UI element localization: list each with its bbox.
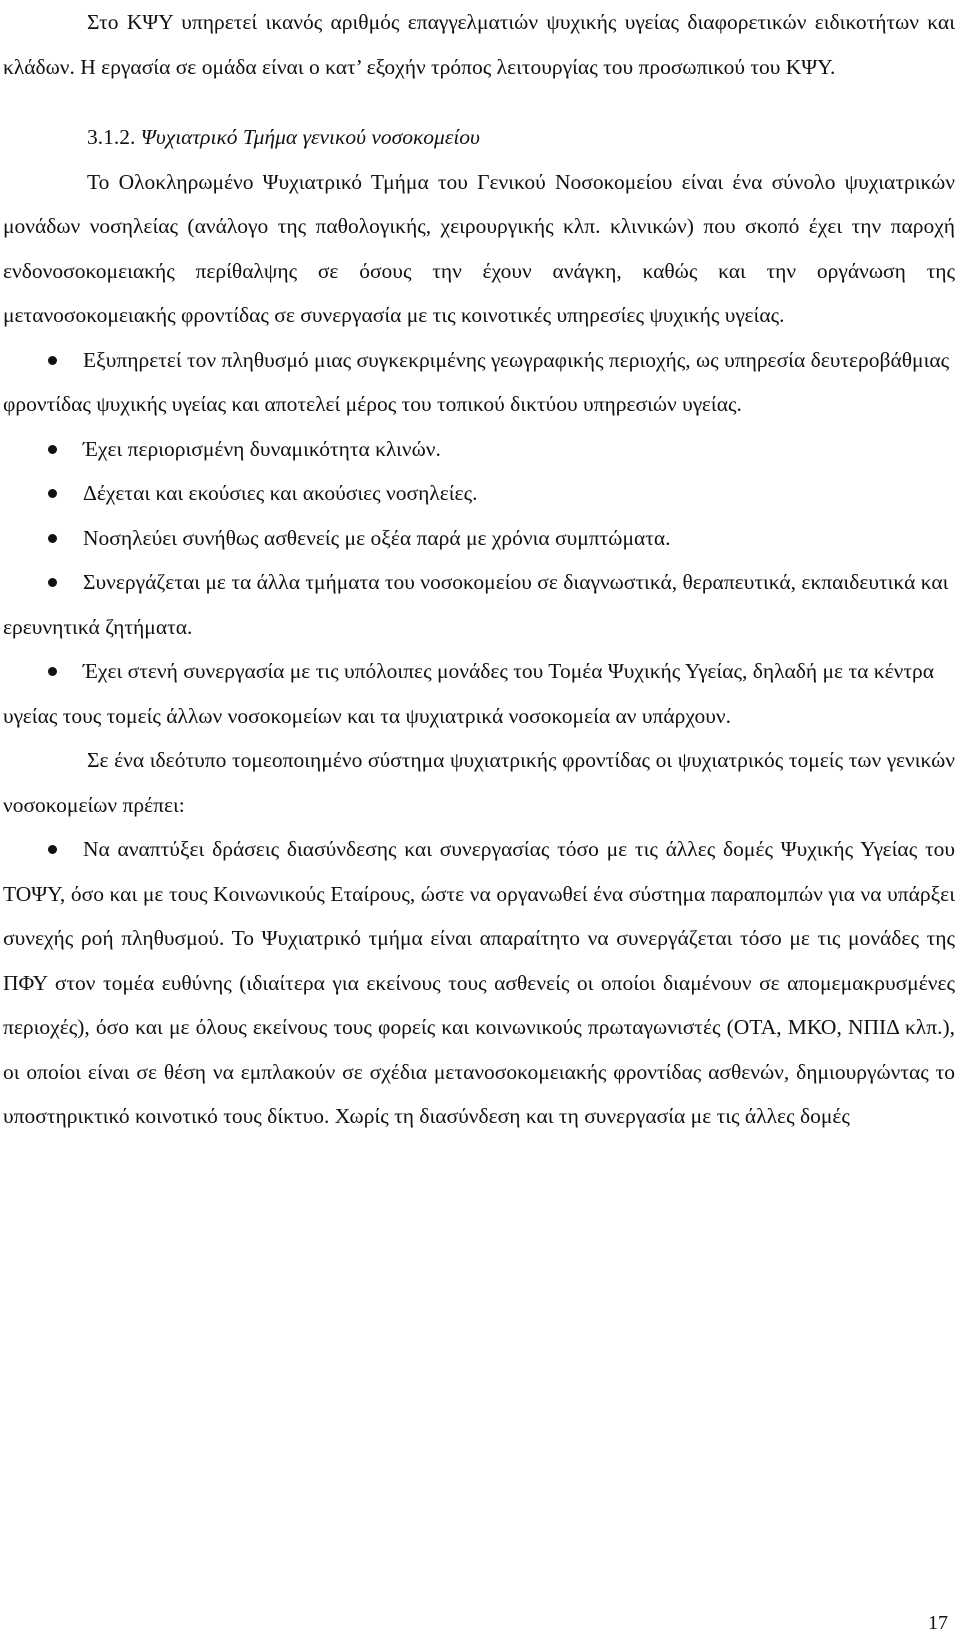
bullet-text: Νοσηλεύει συνήθως ασθενείς με οξέα παρά με χρόνια συμπτώματα. — [83, 525, 671, 550]
page-number: 17 — [928, 1612, 948, 1634]
section-number: 3.1.2. — [87, 125, 136, 149]
page-content — [3, 0, 955, 1139]
bullet-icon — [48, 534, 57, 543]
bullet-item — [3, 649, 955, 738]
bullet-item — [3, 560, 955, 649]
bullet-text: Εξυπηρετεί τον πληθυσμό μιας συγκεκριμένης γεωγραφικής περιοχής, ως υπηρεσία δευτεροβάθμιας φροντίδας ψυχικής υγείας και αποτελεί μέρος του τοπικού δικτύου υπηρεσιών υγείας. — [3, 347, 950, 416]
bullet-text: Δέχεται και εκούσιες και ακούσιες νοσηλείες. — [83, 481, 478, 505]
section-heading — [3, 115, 955, 160]
spacer — [3, 89, 955, 115]
bullet-item — [3, 471, 955, 516]
sector-paragraph: Σε ένα ιδεότυπο τομεοποιημένο σύστημα ψυχιατρικής φροντίδας οι ψυχιατρικός τομείς των γενικών νοσοκομείων πρέπει: — [3, 748, 955, 817]
bullet-text: Να αναπτύξει δράσεις διασύνδεσης και συνεργασίας τόσο με τις άλλες δομές Ψυχικής Υγείας του ΤΟΨΥ, όσο και με τους Κοινωνικούς Εταίρους, ώστε να οργανωθεί ένα σύστημα παραπομπών για να υπάρξει συνεχής ροή πληθυσμού. Το Ψυχιατρικό τμήμα είναι απαραίτητο να συνεργάζεται τόσο με τις μονάδες της ΠΦΥ στον τομέα ευθύνης (ιδιαίτερα για εκείνους τους ασθενείς οι οποίοι διαμένουν σε απομεμακρυσμένες περιοχές), όσο και με όλους εκείνους τους φορείς και κοινωνικούς πρωταγωνιστές (ΟΤΑ, ΜΚΟ, ΝΠΙΔ κλπ.), οι οποίοι είναι σε θέση να εμπλακούν σε σχέδια μετανοσοκομειακής φροντίδας ασθενών, δημιουργώντας το υποστηρικτικό κοινοτικό τους δίκτυο. Χωρίς τη διασύνδεση και τη συνεργασία με τις άλλες δομές — [3, 837, 955, 1128]
bullet-icon — [48, 445, 57, 454]
bullet-text: Έχει περιορισμένη δυναμικότητα κλινών. — [83, 436, 441, 461]
bullet-item — [3, 427, 955, 472]
section-paragraph: Το Ολοκληρωμένο Ψυχιατρικό Τμήμα του Γενικού Νοσοκομείου είναι ένα σύνολο ψυχιατρικών μονάδων νοσηλείας (ανάλογο της παθολογικής, χειρουργικής κλπ. κλινικών) που σκοπό έχει την παροχή ενδονοσοκομειακής περίθαλψης σε όσους την έχουν ανάγκη, καθώς και την οργάνωση της μετανοσοκομειακής φροντίδας σε συνεργασία με τις κοινοτικές υπηρεσίες ψυχικής υγείας. — [3, 169, 955, 327]
intro-paragraph: Στο ΚΨΥ υπηρετεί ικανός αριθμός επαγγελματιών ψυχικής υγείας διαφορετικών ειδικοτήτων και κλάδων. Η εργασία σε ομάδα είναι ο κατ’ εξοχήν τρόπος λειτουργίας του προσωπικού του ΚΨΥ. — [3, 10, 955, 79]
section-title: Ψυχιατρικό Τμήμα γενικού νοσοκομείου — [140, 125, 480, 149]
bullet-icon — [48, 845, 57, 854]
bullet-icon — [48, 578, 57, 587]
bullet-item — [3, 338, 955, 427]
bullet-item — [3, 827, 955, 1139]
bullet-icon — [48, 356, 57, 365]
bullet-icon — [48, 489, 57, 498]
bullet-item — [3, 516, 955, 561]
bullet-text: Συνεργάζεται με τα άλλα τμήματα του νοσοκομείου σε διαγνωστικά, θεραπευτικά, εκπαιδευτικά και ερευνητικά ζητήματα. — [3, 570, 949, 639]
bullet-text: Έχει στενή συνεργασία με τις υπόλοιπες μονάδες του Τομέα Ψυχικής Υγείας, δηλαδή με τα κέντρα υγείας τους τομείς άλλων νοσοκομείων και τα ψυχιατρικά νοσοκομεία αν υπάρχουν. — [3, 659, 934, 728]
bullet-icon — [48, 667, 57, 676]
